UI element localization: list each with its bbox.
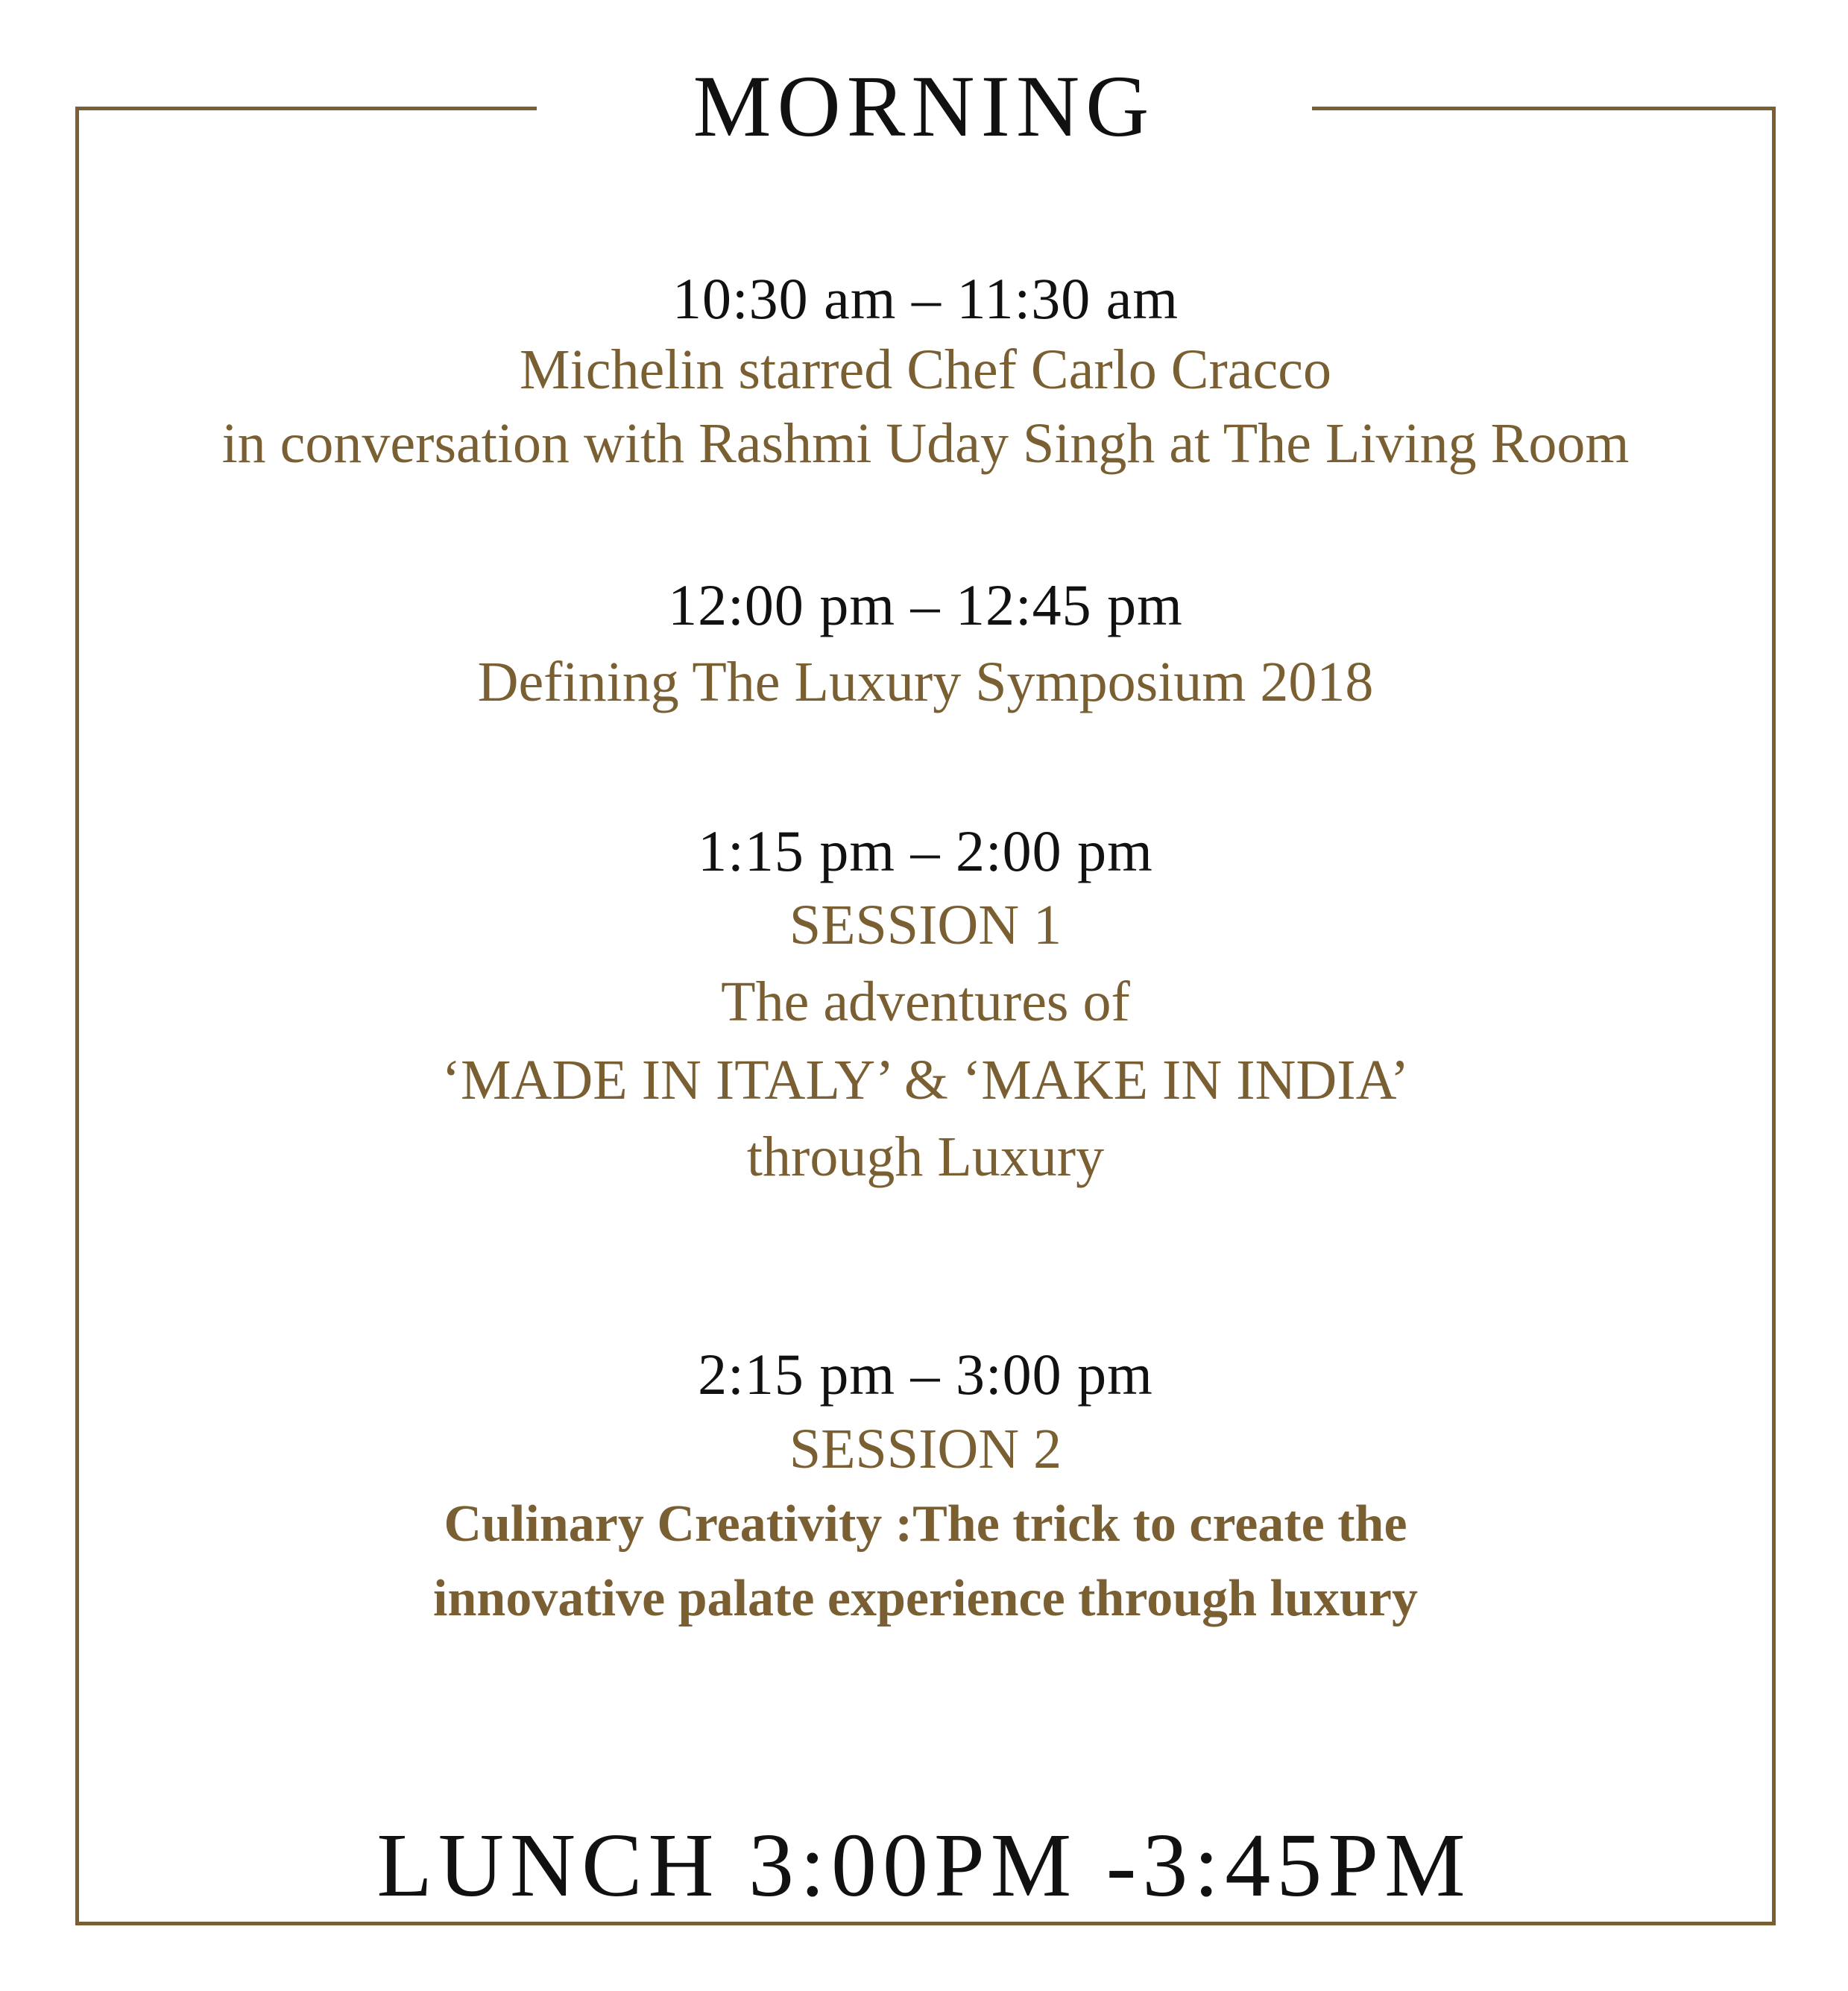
event-4-line-1: Culinary Creativity :The trick to create the [444,1495,1407,1553]
event-1-line-1: Michelin starred Chef Carlo Cracco [520,338,1331,401]
event-3-line-2: ‘MADE IN ITALY’ & ‘MAKE IN INDIA’ [441,1049,1410,1111]
event-3-time: 1:15 pm – 2:00 pm [698,818,1153,883]
event-4-session-label: SESSION 2 [789,1418,1062,1480]
event-3-line-1: The adventures of [721,971,1130,1033]
event-3-line-3: through Luxury [746,1126,1105,1188]
frame-right-line [1772,107,1776,1925]
event-4-time: 2:15 pm – 3:00 pm [698,1342,1153,1407]
event-1-line-2: in conversation with Rashmi Uday Singh at The Living Room [221,412,1630,475]
event-2-line-1: Defining The Luxury Symposium 2018 [477,651,1374,713]
frame-bottom-line [75,1922,1776,1925]
event-2-time: 12:00 pm – 12:45 pm [668,572,1183,637]
event-3-session-label: SESSION 1 [789,894,1062,956]
page-title: MORNING [693,57,1155,155]
event-4-line-2: innovative palate experience through luxury [433,1570,1418,1627]
lunch-time: LUNCH 3:00PM -3:45PM [376,1815,1472,1916]
event-1-time: 10:30 am – 11:30 am [672,266,1179,331]
